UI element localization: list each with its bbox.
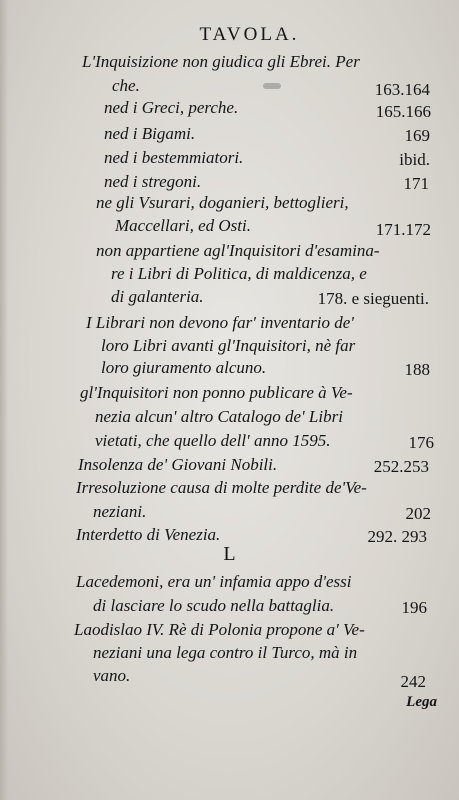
entry-line: vietati, che quello dell' anno 1595. (95, 431, 331, 450)
page-reference: 178. e sieguenti. (317, 289, 429, 308)
page-header: TAVOLA. (199, 24, 300, 45)
page-reference: 165.166 (375, 102, 431, 121)
page-reference: 169 (404, 126, 430, 145)
entry-line: Irresoluzione causa di molte perdite de'Ve- (76, 478, 367, 497)
entry-line: Interdetto di Venezia. (76, 525, 221, 544)
page-reference: 242 (400, 672, 426, 691)
section-letter: L (223, 543, 236, 565)
page-reference: 188 (404, 360, 430, 379)
entry-line: loro Libri avanti gl'Inquisitori, nè far (101, 336, 356, 355)
page-reference: ibid. (399, 150, 430, 169)
entry-line: di galanteria. (111, 287, 204, 306)
page-edge-shadow (0, 0, 8, 800)
page-reference: 292. 293 (367, 527, 427, 546)
entry-line: ned i stregoni. (104, 172, 202, 191)
page-reference: 252.253 (373, 457, 429, 476)
page-reference: 202 (405, 504, 431, 523)
entry-line: che. (112, 76, 140, 95)
page-reference: 163.164 (374, 80, 430, 99)
page-reference: 171 (403, 174, 429, 193)
entry-line: loro giuramento alcuno. (101, 358, 267, 377)
entry-line: Maccellari, ed Osti. (115, 216, 251, 235)
entry-line: gl'Inquisitori non ponno publicare à Ve- (80, 383, 353, 402)
entry-line: ned i Bigami. (104, 124, 196, 143)
entry-line: Laodislao IV. Rè di Polonia propone a' Ve- (74, 620, 365, 639)
entry-line: I Librari non devono far' inventario de' (86, 313, 354, 332)
page-reference: 176 (408, 433, 434, 452)
entry-line: ned i Greci, perche. (104, 98, 239, 117)
page-reference: 196 (401, 598, 427, 617)
entry-line: re i Libri di Politica, di maldicenza, e (111, 264, 367, 283)
entry-line: Lacedemoni, era un' infamia appo d'essi (76, 572, 352, 591)
entry-line: non appartiene agl'Inquisitori d'esamina- (96, 241, 380, 260)
entry-line: nezia alcun' altro Catalogo de' Libri (95, 407, 343, 426)
page-reference: 171.172 (375, 220, 431, 239)
entry-line: di lasciare lo scudo nella battaglia. (93, 596, 335, 615)
entry-line: ne gli Vsurari, doganieri, bettoglieri, (96, 193, 349, 212)
entry-line: L'Inquisizione non giudica gli Ebrei. Per (82, 52, 360, 71)
entry-line: neziani una lega contro il Turco, mà in (93, 643, 358, 662)
entry-line: Insolenza de' Giovani Nobili. (78, 455, 278, 474)
catchword: Lega (406, 694, 437, 710)
ink-smudge (263, 83, 281, 89)
entry-line: neziani. (93, 502, 147, 521)
entry-line: ned i bestemmiatori. (104, 148, 244, 167)
entry-line: vano. (93, 666, 131, 685)
